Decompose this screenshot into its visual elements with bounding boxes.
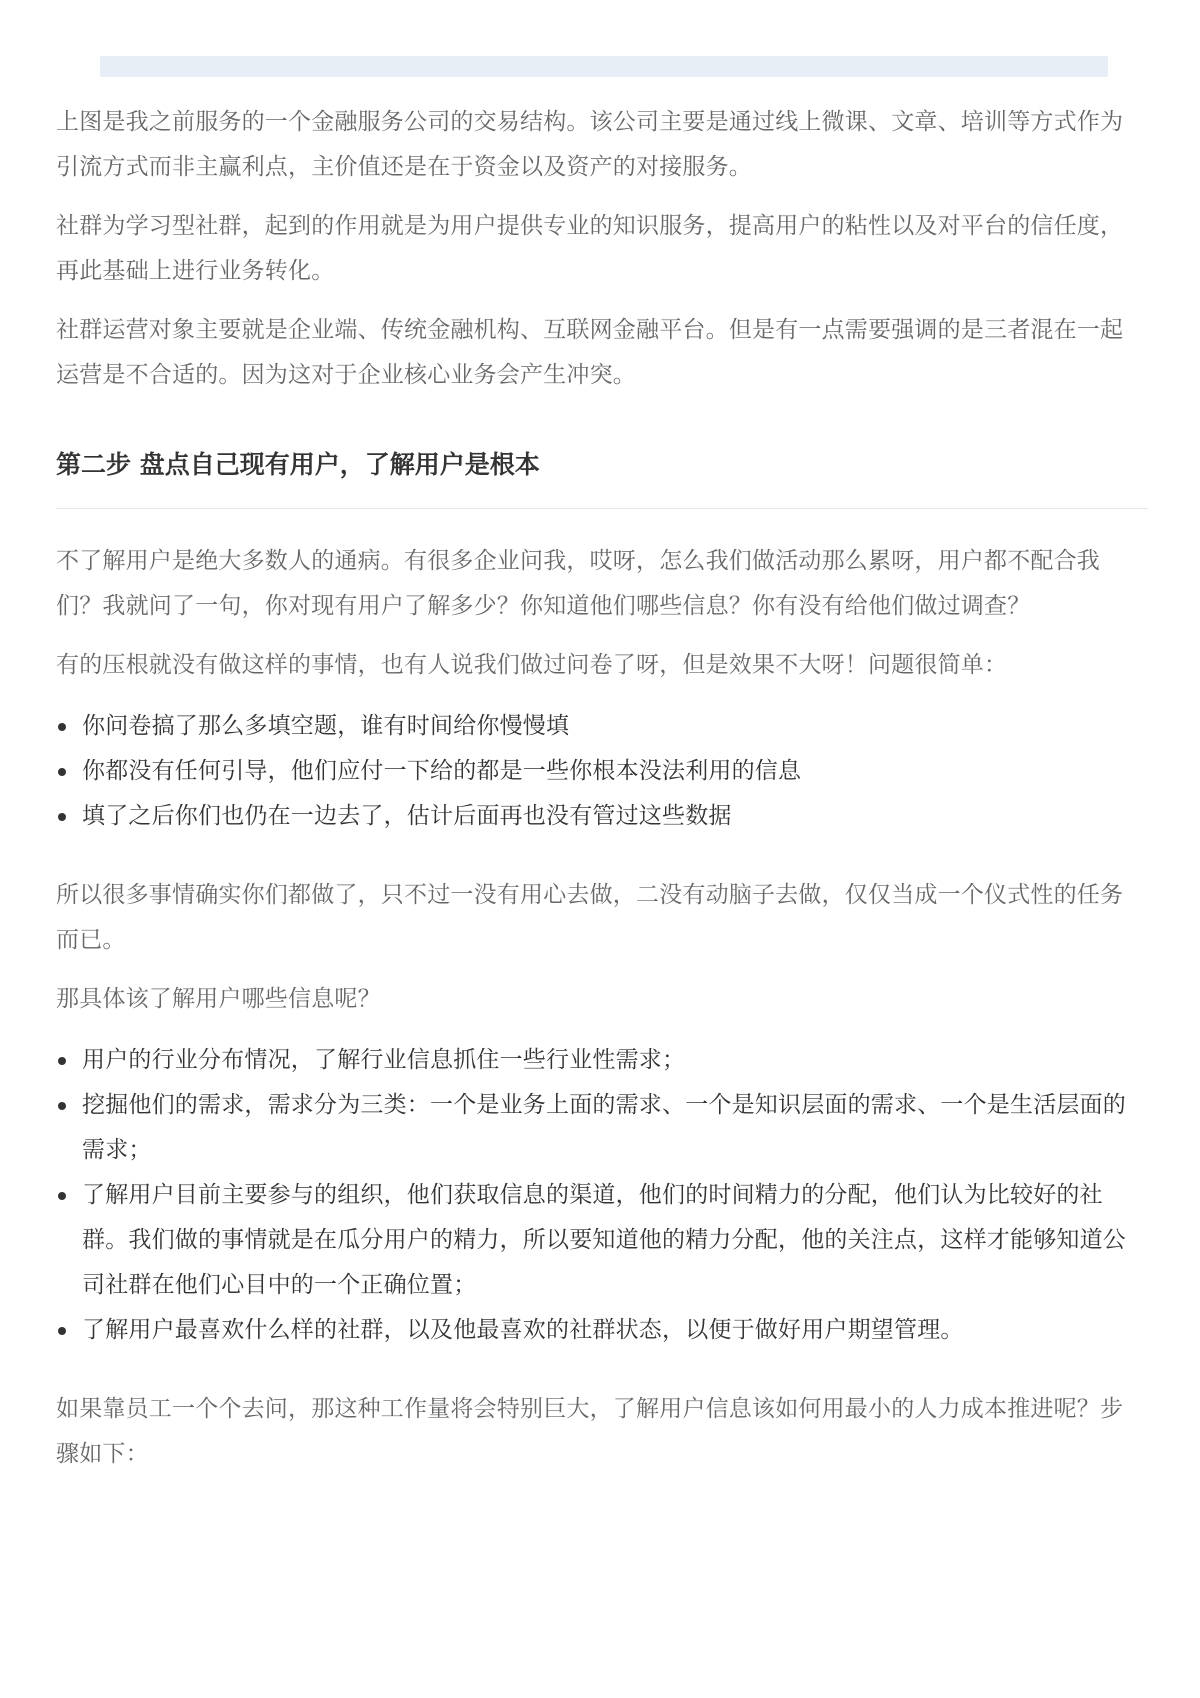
list-item: 了解用户最喜欢什么样的社群，以及他最喜欢的社群状态，以便于做好用户期望管理。 <box>56 1308 1146 1353</box>
image-placeholder-bar <box>100 56 1108 77</box>
paragraph: 社群运营对象主要就是企业端、传统金融机构、互联网金融平台。但是有一点需要强调的是三者混在一起运营是不合适的。因为这对于企业核心业务会产生冲突。 <box>56 317 1124 388</box>
bullet-icon <box>58 1057 66 1065</box>
bullet-icon <box>58 1102 66 1110</box>
paragraph: 社群为学习型社群，起到的作用就是为用户提供专业的知识服务，提高用户的粘性以及对平台的信任度，再此基础上进行业务转化。 <box>56 213 1124 284</box>
paragraph: 不了解用户是绝大多数人的通病。有很多企业问我，哎呀，怎么我们做活动那么累呀，用户都不配合我们？我就问了一句，你对现有用户了解多少？你知道他们哪些信息？你有没有给他们做过调查？ <box>56 548 1100 619</box>
section-heading: 第二步 盘点自己现有用户，了解用户是根本 <box>56 450 540 479</box>
paragraph: 所以很多事情确实你们都做了，只不过一没有用心去做，二没有动脑子去做，仅仅当成一个仪式性的任务而已。 <box>56 882 1124 953</box>
list-item: 用户的行业分布情况，了解行业信息抓住一些行业性需求； <box>56 1038 1146 1083</box>
paragraph: 那具体该了解用户哪些信息呢？ <box>56 986 381 1012</box>
bullet-icon <box>58 813 66 821</box>
list-item: 你问卷搞了那么多填空题，谁有时间给你慢慢填 <box>56 704 1146 749</box>
list-item: 填了之后你们也仍在一边去了，估计后面再也没有管过这些数据 <box>56 794 1146 839</box>
article-body <box>56 100 1146 1477</box>
bullet-list <box>56 1038 1146 1353</box>
list-item: 了解用户目前主要参与的组织，他们获取信息的渠道，他们的时间精力的分配，他们认为比较好的社群。我们做的事情就是在瓜分用户的精力，所以要知道他的精力分配，他的关注点，这样才能够知道公司社群在他们心目中的一个正确位置； <box>56 1173 1146 1308</box>
paragraph: 上图是我之前服务的一个金融服务公司的交易结构。该公司主要是通过线上微课、文章、培训等方式作为引流方式而非主赢利点，主价值还是在于资金以及资产的对接服务。 <box>56 109 1124 180</box>
bullet-icon <box>58 768 66 776</box>
bullet-list <box>56 704 1146 839</box>
bullet-icon <box>58 723 66 731</box>
list-item: 你都没有任何引导，他们应付一下给的都是一些你根本没法利用的信息 <box>56 749 1146 794</box>
paragraph: 如果靠员工一个个去问，那这种工作量将会特别巨大，了解用户信息该如何用最小的人力成本推进呢？步骤如下： <box>56 1396 1124 1467</box>
bullet-icon <box>58 1327 66 1335</box>
heading-divider <box>56 508 1148 509</box>
paragraph: 有的压根就没有做这样的事情，也有人说我们做过问卷了呀，但是效果不大呀！问题很简单： <box>56 652 1008 678</box>
bullet-icon <box>58 1192 66 1200</box>
list-item: 挖掘他们的需求，需求分为三类：一个是业务上面的需求、一个是知识层面的需求、一个是生活层面的需求； <box>56 1083 1146 1173</box>
